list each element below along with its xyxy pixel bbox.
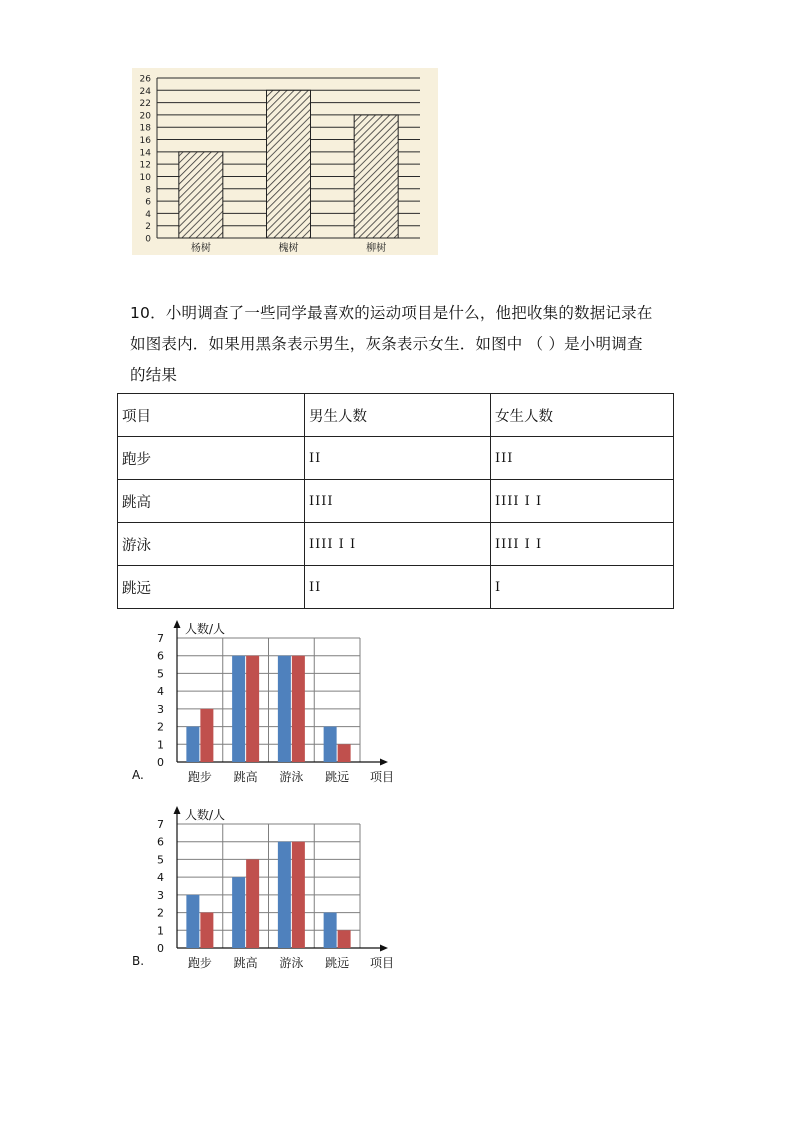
option-b-chart[interactable] [130, 804, 410, 976]
y-tick-label: 0 [157, 756, 164, 769]
question-line-2: 如图表内．如果用黑条表示男生，灰条表示女生．如图中 （ ）是小明调查 [130, 335, 643, 353]
tree-y-tick-label: 14 [139, 148, 151, 159]
y-tick-label: 7 [157, 818, 164, 831]
tree-y-tick-label: 6 [145, 197, 151, 208]
x-axis-label: 项目 [370, 956, 395, 970]
row-boys-tally: IIII [305, 480, 491, 523]
x-tick-label: 跑步 [187, 770, 212, 784]
y-tick-label: 5 [157, 667, 164, 681]
option-label[interactable]: B. [132, 954, 145, 968]
row-item: 跑步 [118, 437, 305, 480]
y-tick-label: 6 [157, 649, 164, 663]
row-girls-tally: III [491, 437, 674, 480]
x-tick-label: 跳高 [233, 956, 258, 970]
tree-y-tick-label: 2 [145, 222, 151, 233]
question-line-3: 的结果 [130, 366, 178, 384]
header-item: 项目 [118, 394, 305, 437]
table-row [118, 523, 674, 566]
y-tick-label: 6 [157, 835, 164, 849]
y-tick-label: 4 [157, 871, 164, 885]
y-tick-label: 5 [157, 853, 164, 867]
x-tick-label: 游泳 [279, 956, 304, 970]
tree-x-tick-label: 杨树 [190, 243, 211, 254]
y-axis-label: 人数/人 [185, 622, 226, 636]
row-girls-tally: I [491, 566, 674, 609]
row-item: 游泳 [118, 523, 305, 566]
tree-y-tick-label: 24 [139, 86, 151, 97]
row-item: 跳远 [118, 566, 305, 609]
y-tick-label: 3 [157, 888, 164, 902]
tree-x-tick-label: 柳树 [366, 243, 387, 254]
table-header-row [118, 394, 674, 437]
bar-girls [338, 930, 351, 948]
bar-girls [200, 913, 213, 948]
y-tick-label: 1 [157, 738, 164, 752]
option-a-chart[interactable] [130, 618, 410, 790]
tree-bar-chart [132, 68, 438, 255]
tree-y-tick-label: 26 [139, 74, 151, 85]
y-tick-label: 2 [157, 906, 164, 920]
option-label[interactable]: A. [132, 768, 144, 782]
header-boys: 男生人数 [305, 394, 491, 437]
row-boys-tally: II [305, 437, 491, 480]
tree-y-tick-label: 10 [139, 172, 151, 183]
row-girls-tally: IIII I I [491, 523, 674, 566]
tree-bar [354, 115, 398, 238]
tree-x-tick-label: 槐树 [278, 243, 299, 254]
bar-boys [232, 877, 245, 948]
bar-boys [278, 842, 291, 948]
x-tick-label: 跑步 [187, 956, 212, 970]
row-boys-tally: IIII I I [305, 523, 491, 566]
bar-girls [338, 744, 351, 762]
header-girls: 女生人数 [491, 394, 674, 437]
bar-girls [292, 656, 305, 762]
x-tick-label: 游泳 [279, 770, 304, 784]
bar-boys [324, 913, 337, 948]
x-tick-label: 跳远 [325, 770, 350, 784]
table-row [118, 566, 674, 609]
bar-girls [246, 859, 259, 948]
tree-y-tick-label: 4 [145, 209, 151, 220]
y-tick-label: 1 [157, 924, 164, 938]
y-axis-arrow-icon [174, 806, 181, 814]
y-axis-arrow-icon [174, 620, 181, 628]
bar-girls [200, 709, 213, 762]
tree-y-tick-label: 0 [145, 234, 151, 245]
y-axis-label: 人数/人 [185, 808, 226, 822]
table-row [118, 480, 674, 523]
bar-boys [186, 727, 199, 762]
tree-y-tick-label: 8 [145, 185, 151, 196]
tree-bar [179, 152, 223, 238]
tree-y-tick-label: 12 [139, 160, 151, 171]
bar-girls [246, 656, 259, 762]
row-item: 跳高 [118, 480, 305, 523]
tree-y-tick-label: 20 [139, 111, 151, 122]
question-line-1: 10．小明调查了一些同学最喜欢的运动项目是什么，他把收集的数据记录在 [130, 304, 653, 322]
tree-bar [267, 90, 311, 238]
y-tick-label: 2 [157, 720, 164, 734]
x-tick-label: 跳高 [233, 770, 258, 784]
tree-y-tick-label: 18 [139, 123, 151, 134]
bar-boys [232, 656, 245, 762]
bar-boys [278, 656, 291, 762]
survey-table [117, 393, 674, 609]
question-10 [130, 298, 675, 391]
table-row [118, 437, 674, 480]
bar-girls [292, 842, 305, 948]
x-axis-label: 项目 [370, 770, 395, 784]
x-axis-arrow-icon [380, 945, 388, 952]
row-girls-tally: IIII I I [491, 480, 674, 523]
x-axis-arrow-icon [380, 759, 388, 766]
y-tick-label: 7 [157, 632, 164, 645]
tree-y-tick-label: 22 [139, 99, 151, 110]
tree-y-tick-label: 16 [139, 136, 151, 147]
x-tick-label: 跳远 [325, 956, 350, 970]
y-tick-label: 3 [157, 702, 164, 716]
row-boys-tally: II [305, 566, 491, 609]
y-tick-label: 0 [157, 942, 164, 955]
bar-boys [324, 727, 337, 762]
y-tick-label: 4 [157, 685, 164, 699]
bar-boys [186, 895, 199, 948]
